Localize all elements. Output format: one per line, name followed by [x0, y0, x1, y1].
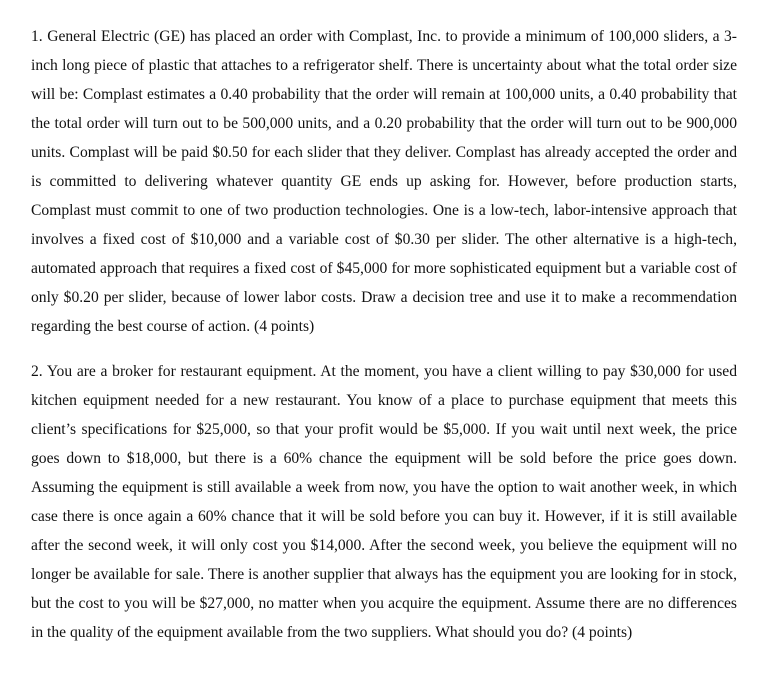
problem-2-paragraph: 2. You are a broker for restaurant equipment. At the moment, you have a client willing to pay $30,000 for used kitchen equipment needed for a new restaurant. You know of a place to purchase equipment that meets this client’s specifications for $25,000, so that your profit would be $5,000. If you wait until next week, the price goes down to $18,000, but there is a 60% chance the equipment will be sold before the price goes down. Assuming the equipment is still available a week from now, you have the option to wait another week, in which case there is once again a 60% chance that it will be sold before you can buy it. However, if it is still available after the second week, it will only cost you $14,000. After the second week, you believe the equipment will no longer be available for sale. There is another supplier that always has the equipment you are looking for in stock, but the cost to you will be $27,000, no matter when you acquire the equipment. Assume there are no differences in the quality of the equipment available from the two suppliers. What should you do? (4 points): [31, 363, 737, 641]
document-page: [31, 22, 737, 647]
problem-1-paragraph: 1. General Electric (GE) has placed an order with Complast, Inc. to provide a minimum of 100,000 sliders, a 3-inch long piece of plastic that attaches to a refrigerator shelf. There is uncertainty about what the total order size will be: Complast estimates a 0.40 probability that the order will remain at 100,000 units, a 0.40 probability that the total order will turn out to be 500,000 units, and a 0.20 probability that the order will turn out to be 900,000 units. Complast will be paid $0.50 for each slider that they deliver. Complast has already accepted the order and is committed to delivering whatever quantity GE ends up asking for. However, before production starts, Complast must commit to one of two production technologies. One is a low-tech, labor-intensive approach that involves a fixed cost of $10,000 and a variable cost of $0.30 per slider. The other alternative is a high-tech, automated approach that requires a fixed cost of $45,000 for more sophisticated equipment but a variable cost of only $0.20 per slider, because of lower labor costs. Draw a decision tree and use it to make a recommendation regarding the best course of action. (4 points): [31, 28, 737, 335]
